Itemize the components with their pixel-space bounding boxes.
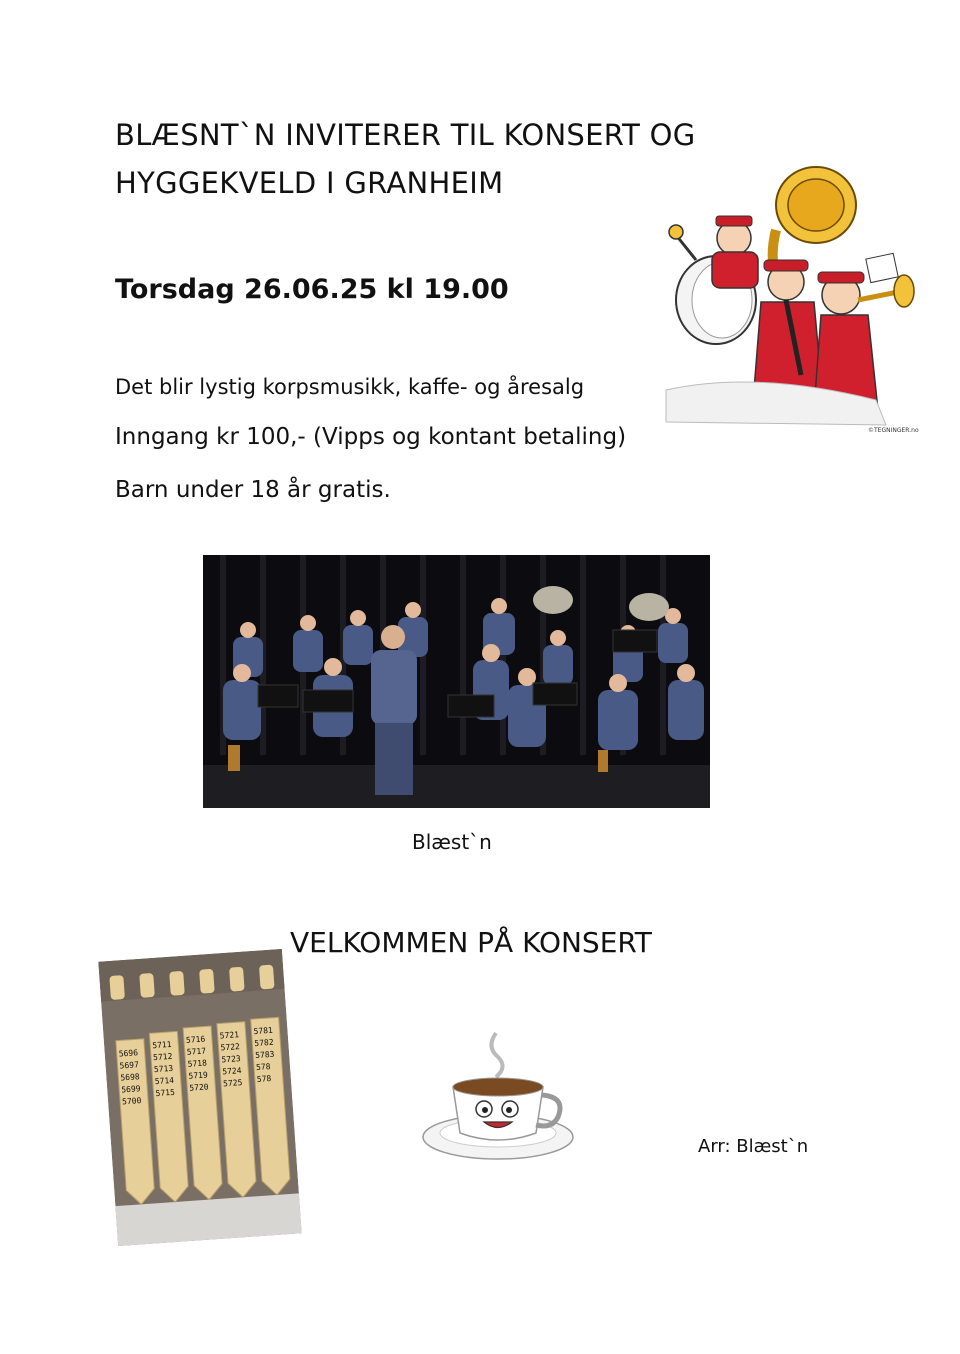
coffee-cup-icon [418, 1025, 578, 1165]
stick1-num: 5699 [120, 1084, 141, 1095]
stick5-num: 578 [255, 1062, 271, 1073]
poster-title-line-1: BLÆSNT`N INVITERER TIL KONSERT OG [115, 118, 696, 152]
stick2-num: 5715 [155, 1087, 176, 1099]
stick2-num: 5713 [153, 1063, 174, 1075]
band-photo [203, 555, 710, 808]
poster-title-line-2: HYGGEKVELD I GRANHEIM [115, 166, 504, 200]
stick5-num: 5781 [253, 1025, 274, 1037]
stick3-num: 5718 [187, 1058, 208, 1069]
photo-caption: Blæst`n [412, 830, 492, 854]
stick5-num: 578 [256, 1073, 272, 1084]
stick5-num: 5783 [254, 1049, 275, 1061]
organizer-credit: Arr: Blæst`n [698, 1136, 809, 1157]
stick3-num: 5719 [188, 1070, 209, 1081]
stick1-num: 5697 [119, 1060, 140, 1071]
stick4-num: 5722 [220, 1042, 241, 1053]
welcome-heading: VELKOMMEN PÅ KONSERT [290, 926, 652, 959]
marching-band-cartoon [636, 160, 926, 440]
info-children-free: Barn under 18 år gratis. [115, 477, 391, 503]
raffle-sticks-photo [98, 949, 301, 1246]
stick3-num: 5720 [189, 1082, 209, 1093]
stick1-num: 5700 [121, 1096, 142, 1107]
stick4-num: 5721 [219, 1030, 240, 1041]
cartoon-credit: ©TEGNINGER.no [868, 427, 919, 434]
stick5-num: 5782 [254, 1037, 274, 1049]
stick1-num: 5696 [118, 1048, 139, 1059]
stick2-num: 5714 [154, 1075, 175, 1087]
event-date-time: Torsdag 26.06.25 kl 19.00 [115, 274, 509, 305]
stick2-num: 5712 [152, 1051, 173, 1063]
stick4-num: 5723 [221, 1054, 241, 1065]
stick3-num: 5717 [186, 1046, 207, 1057]
info-program: Det blir lystig korpsmusikk, kaffe- og åresalg [115, 375, 585, 399]
stick1-num: 5698 [120, 1072, 140, 1083]
stick4-num: 5725 [222, 1078, 243, 1089]
stick4-num: 5724 [221, 1066, 242, 1077]
info-entrance-fee: Inngang kr 100,- (Vipps og kontant betaling) [115, 424, 627, 450]
stick2-num: 5711 [151, 1039, 172, 1051]
stick3-num: 5716 [185, 1034, 206, 1045]
